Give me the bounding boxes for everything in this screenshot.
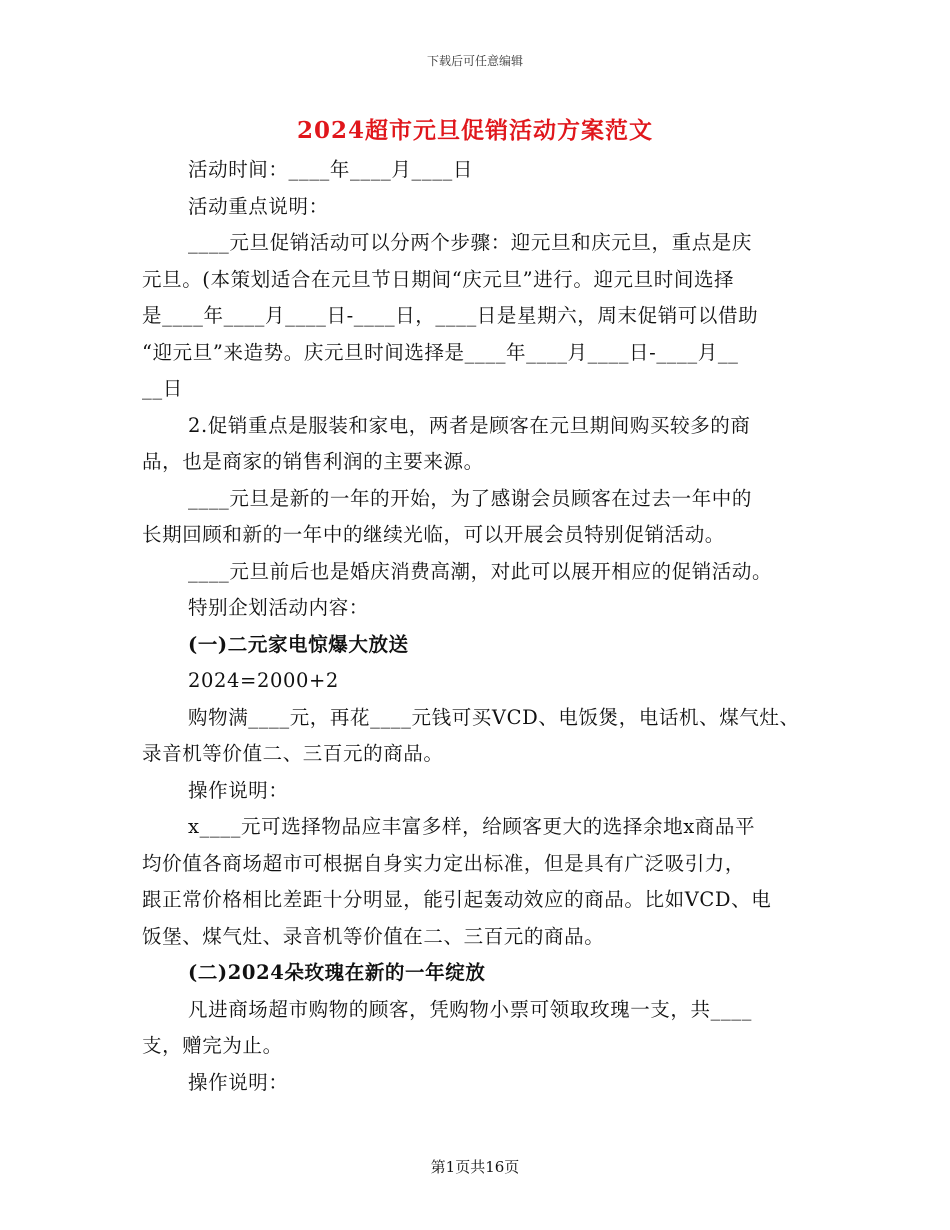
paragraph-line: 品，也是商家的销售利润的主要来源。 [142,450,484,473]
operation-notes-heading: 操作说明： [188,1070,289,1094]
paragraph-line: 录音机等价值二、三百元的商品。 [142,742,444,765]
paragraph-line: 跟正常价格相比差距十分明显，能引起轰动效应的商品。比如VCD、电 [142,888,772,911]
paragraph-line: ____元旦促销活动可以分两个步骤：迎元旦和庆元旦，重点是庆 [188,231,753,254]
paragraph-line: 均价值各商场超市可根据自身实力定出标准，但是具有广泛吸引力， [142,851,746,875]
paragraph-line: “迎元旦”来造势。庆元旦时间选择是____年____月____日-____月__ [142,340,739,364]
special-activities-heading: 特别企划活动内容： [188,596,369,619]
paragraph-line: 支，赠完为止。 [142,1034,283,1057]
page-number-footer: 第1页共16页 [430,1158,520,1176]
section-heading-2: (二)2024朵玫瑰在新的一年绽放 [188,961,486,984]
formula-line: 2024=2000+2 [188,669,339,692]
paragraph-line: 元旦。(本策划适合在元旦节日期间“庆元旦”进行。迎元旦时间选择 [142,267,735,291]
paragraph-line: x____元可选择物品应丰富多样，给顾客更大的选择余地x商品平 [188,815,756,838]
operation-notes-heading: 操作说明： [188,778,289,802]
paragraph-line: 是____年____月____日-____日，____日是星期六，周末促销可以借助 [142,304,759,327]
paragraph-line: 购物满____元，再花____元钱可买VCD、电饭煲，电话机、煤气灶、 [188,705,800,729]
paragraph-line: __日 [142,377,183,400]
header-note: 下载后可任意编辑 [426,54,523,68]
paragraph-line: 长期回顾和新的一年中的继续光临，可以开展会员特别促销活动。 [142,523,725,546]
paragraph-line: 凡进商场超市购物的顾客，凭购物小票可领取玫瑰一支，共____ [188,997,753,1021]
key-notes-heading: 活动重点说明： [188,194,329,218]
document-body [142,152,842,1101]
section-heading-1: (一)二元家电惊爆大放送 [188,632,409,656]
document-title: 2024超市元旦促销活动方案范文 [296,117,653,144]
paragraph-line: 饭堡、煤气灶、录音机等价值在二、三百元的商品。 [142,924,605,948]
paragraph-line: 2.促销重点是服装和家电，两者是顾客在元旦期间购买较多的商 [188,413,751,437]
paragraph-line: ____元旦是新的一年的开始，为了感谢会员顾客在过去一年中的 [188,486,753,510]
activity-time-line: 活动时间：____年____月____日 [188,158,473,181]
paragraph-line: ____元旦前后也是婚庆消费高潮，对此可以展开相应的促销活动。 [188,559,773,583]
